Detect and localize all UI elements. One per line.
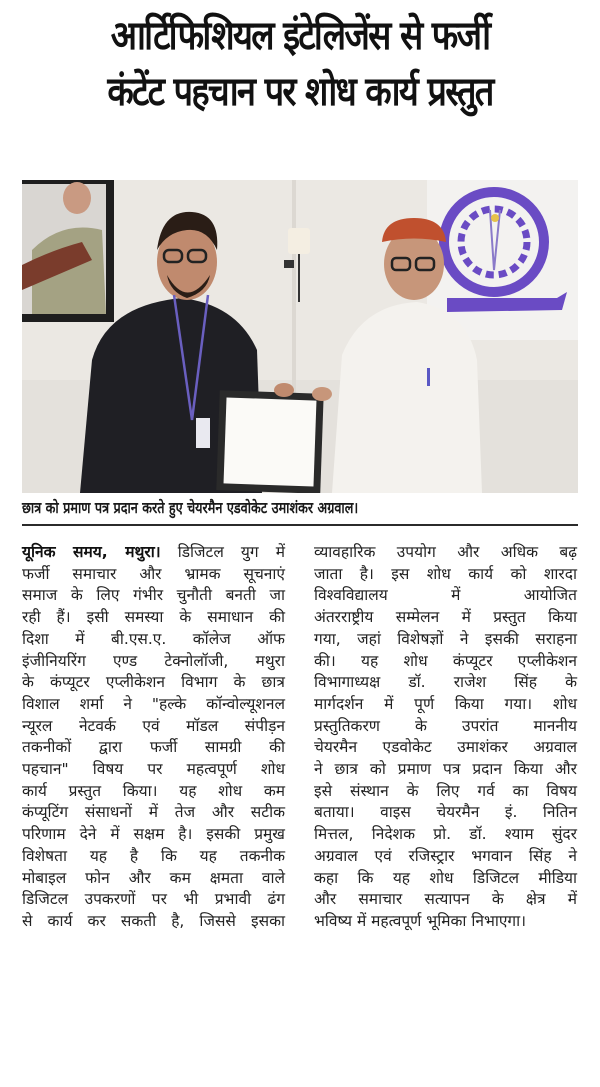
article-line: बताया। वाइस चेयरमैन इं. नितिन (314, 803, 577, 822)
article-line (22, 542, 285, 564)
article-line: अंतरराष्ट्रीय सम्मेलन में प्रस्तुत किया (314, 608, 577, 627)
caption-divider (22, 524, 578, 526)
article-line: की। यह शोध कंप्यूटर एप्लीकेशन (314, 651, 577, 670)
photo-illustration (22, 180, 578, 493)
article-right-column (314, 542, 577, 933)
certificate-frame (216, 390, 323, 493)
article-line: और समाचार सत्यापन के क्षेत्र में (314, 890, 577, 909)
article-line: विश्वविद्यालय में आयोजित (314, 586, 577, 605)
article-line: से कार्य कर सकती है, जिससे इसका (22, 911, 285, 930)
article-line: भविष्य में महत्वपूर्ण भूमिका निभाएगा। (314, 911, 527, 930)
article-left-column (22, 542, 285, 933)
article-line: चेयरमैन एडवोकेट उमाशंकर अग्रवाल (314, 738, 577, 757)
article-line: अग्रवाल एवं रजिस्ट्रार भगवान सिंह ने (314, 846, 577, 865)
article-line: दिशा में बी.एस.ए. कॉलेज ऑफ (22, 629, 285, 648)
article-line: मार्गदर्शन में पूर्ण किया गया। शोध (314, 694, 577, 713)
article-line: गया, जहां विशेषज्ञों ने इसकी सराहना (314, 629, 577, 648)
framed-portrait (22, 180, 114, 322)
article-line: इसे संस्थान के लिए गर्व का विषय (314, 781, 577, 800)
article-line: मित्तल, निदेशक प्रो. डॉ. श्याम सुंदर (314, 825, 577, 844)
article-line: रही हैं। इसी समस्या के समाधान की (22, 608, 285, 627)
article-line: तकनीकों द्वारा फर्जी सामग्री की (22, 738, 285, 757)
article-line: जाता है। इस शोध कार्य को शारदा (314, 564, 577, 583)
article-line: कहा कि यह शोध डिजिटल मीडिया (314, 868, 577, 887)
article-line: समाज के लिए गंभीर चुनौती बनती जा (22, 586, 285, 605)
article-line: पहचान" विषय पर महत्वपूर्ण शोध (22, 760, 285, 779)
article-line: मोबाइल फोन और कम क्षमता वाले (22, 868, 285, 887)
article-line: कार्य प्रस्तुत किया। यह शोध कम (22, 781, 285, 800)
headline-line-2: कंटेंट पहचान पर शोध कार्य प्रस्तुत (107, 69, 493, 115)
article-line: व्यावहारिक उपयोग और अधिक बढ़ (314, 543, 577, 561)
article-line: न्यूरल नेटवर्क एवं मॉडल संपीड़न (22, 716, 285, 735)
news-photo (22, 180, 578, 493)
photo-caption: छात्र को प्रमाण पत्र प्रदान करते हुए चेयरमैन एडवोकेट उमाशंकर अग्रवाल। (22, 499, 359, 517)
article-line: ने छात्र को प्रमाण पत्र प्रदान किया और (314, 760, 577, 779)
article-line: डिजिटल उपकरणों पर भी प्रभावी ढंग (22, 890, 285, 909)
headline (0, 8, 600, 120)
article-line: विभागाध्यक्ष डॉ. राजेश सिंह के (314, 673, 577, 692)
article-line: प्रस्तुतिकरण के उपरांत माननीय (314, 716, 577, 735)
article-line: विशेषता यह है कि यह तकनीक (22, 846, 285, 865)
article-line: के कंप्यूटर एप्लीकेशन विभाग के छात्र (22, 673, 285, 692)
article-line: फर्जी समाचार और भ्रामक सूचनाएं (22, 564, 285, 583)
headline-line-1: आर्टिफिशियल इंटेलिजेंस से फर्जी (110, 13, 490, 59)
article-line: विशाल शर्मा ने "हल्के कॉन्वोल्यूशनल (22, 694, 285, 713)
article-text: डिजिटल युग में (160, 543, 285, 561)
article-line: परिणाम देने में सक्षम है। इसकी प्रमुख (22, 825, 285, 844)
dateline: यूनिक समय, मथुरा। (22, 543, 161, 561)
article-line: इंजीनियरिंग एण्ड टेक्नोलॉजी, मथुरा (22, 651, 285, 670)
article-line: कंप्यूटिंग संसाधनों में तेज और सटीक (22, 803, 285, 822)
